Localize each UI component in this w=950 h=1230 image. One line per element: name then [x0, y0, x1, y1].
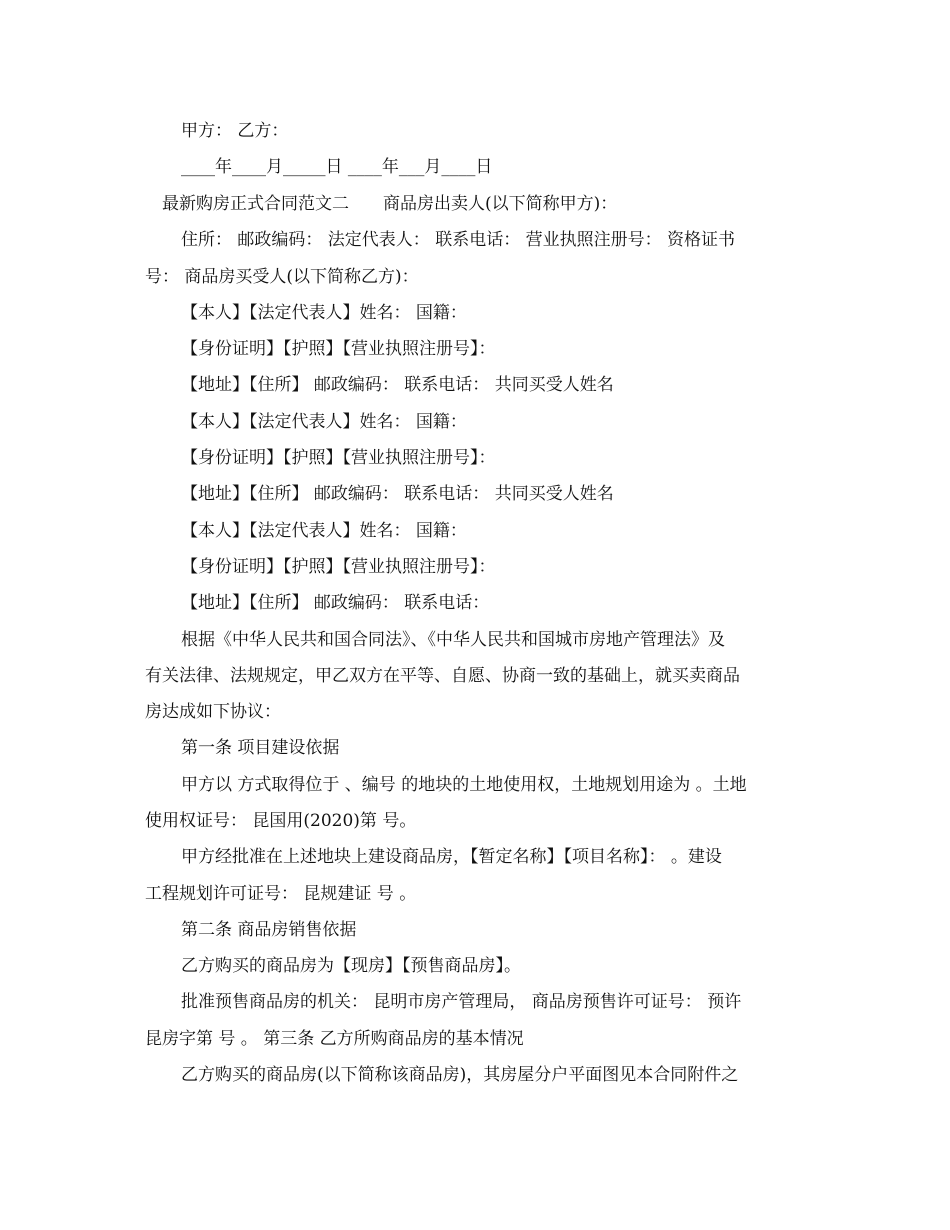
text-line: 第二条 商品房销售依据 — [181, 920, 357, 940]
text-line: 【身份证明】【护照】【营业执照注册号】： — [181, 557, 496, 577]
text-line: 【身份证明】【护照】【营业执照注册号】： — [181, 448, 496, 468]
text-line: 乙方购买的商品房(以下简称该商品房)，其房屋分户平面图见本合同附件之 — [181, 1065, 739, 1085]
text-line: 使用权证号： 昆国用(2020)第 号。 — [145, 811, 417, 831]
text-line: 号： 商品房买受人(以下简称乙方)： — [145, 267, 419, 287]
text-line: 【本人】【法定代表人】姓名： 国籍： — [181, 303, 467, 323]
text-line: 有关法律、法规规定，甲乙双方在平等、自愿、协商一致的基础上，就买卖商品 — [145, 666, 740, 686]
text-line: 【地址】【住所】 邮政编码： 联系电话： 共同买受人姓名 — [181, 375, 614, 395]
text-line: 最新购房正式合同范文二 商品房出卖人(以下简称甲方)： — [162, 194, 618, 214]
text-line: 甲方经批准在上述地块上建设商品房，【暂定名称】【项目名称】： 。建设 — [181, 847, 722, 867]
text-line: 住所： 邮政编码： 法定代表人： 联系电话： 营业执照注册号： 资格证书 — [181, 230, 736, 250]
text-line: 第一条 项目建设依据 — [181, 738, 340, 758]
text-line: ____年____月_____日 ____年___月____日 — [181, 157, 493, 177]
text-line: 工程规划许可证号： 昆规建证 号 。 — [145, 884, 417, 904]
text-line: 甲方以 方式取得位于 、编号 的地块的土地使用权，土地规划用途为 。土地 — [181, 775, 747, 795]
text-line: 【身份证明】【护照】【营业执照注册号】： — [181, 339, 496, 359]
text-line: 乙方购买的商品房为【现房】【预售商品房】。 — [181, 956, 521, 976]
text-line: 【本人】【法定代表人】姓名： 国籍： — [181, 521, 467, 541]
text-line: 根据《中华人民共和国合同法》、《中华人民共和国城市房地产管理法》及 — [181, 630, 725, 650]
text-line: 【地址】【住所】 邮政编码： 联系电话： — [181, 593, 490, 613]
text-line: 房达成如下协议： — [145, 702, 281, 722]
text-line: 昆房字第 号 。 第三条 乙方所购商品房的基本情况 — [145, 1029, 524, 1049]
text-line: 【地址】【住所】 邮政编码： 联系电话： 共同买受人姓名 — [181, 484, 614, 504]
text-line: 批准预售商品房的机关： 昆明市房产管理局， 商品房预售许可证号： 预许 — [181, 992, 742, 1012]
text-line: 甲方： 乙方： — [181, 121, 289, 141]
text-line: 【本人】【法定代表人】姓名： 国籍： — [181, 412, 467, 432]
